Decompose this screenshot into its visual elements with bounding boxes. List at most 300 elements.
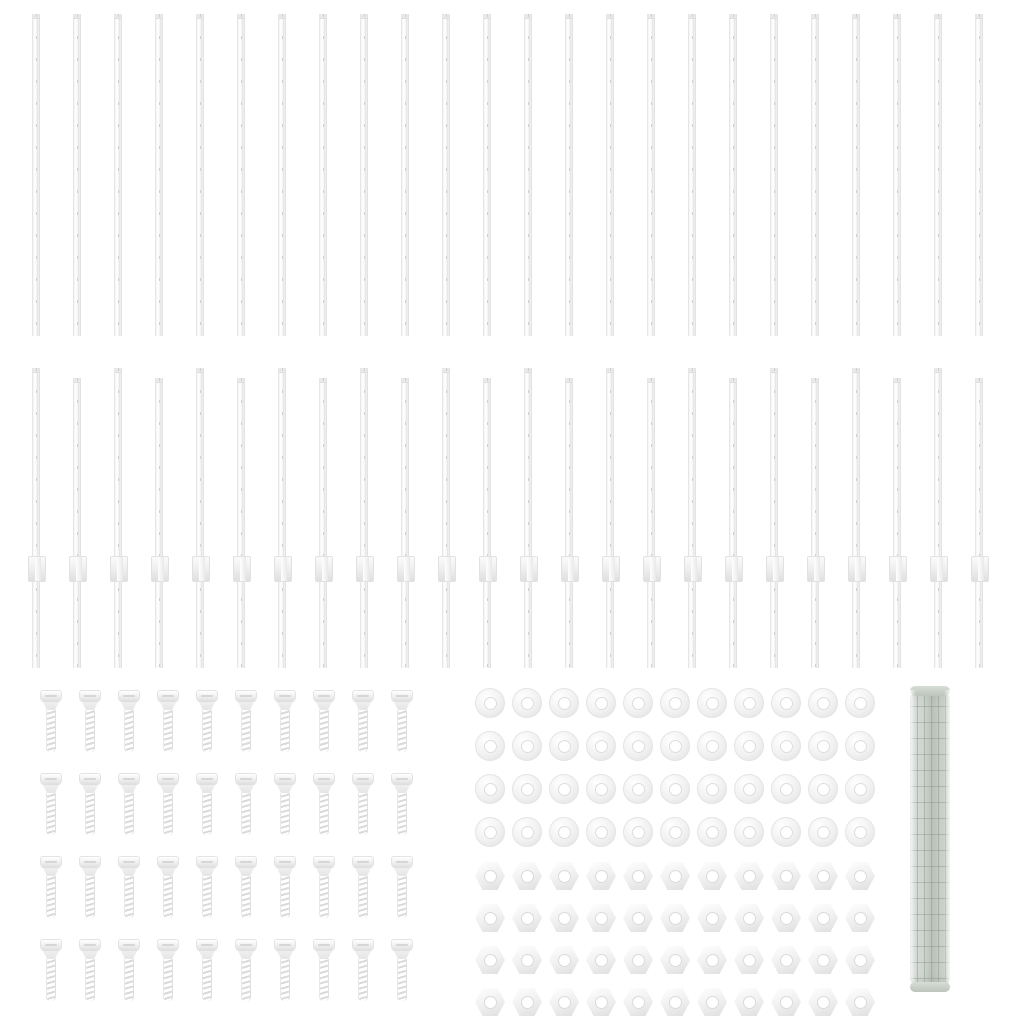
wire-clip xyxy=(930,556,948,582)
flat-washer xyxy=(586,688,616,718)
flat-washer xyxy=(808,817,838,847)
countersunk-screw xyxy=(40,690,62,752)
hex-nut xyxy=(697,904,727,932)
metal-fence-post-with-clip xyxy=(770,368,778,668)
screw-head xyxy=(79,856,101,869)
hex-nut xyxy=(586,904,616,932)
flat-washer xyxy=(549,817,579,847)
roll-bottom-edge xyxy=(910,982,950,992)
roll-highlight-left xyxy=(910,690,916,988)
screw-head xyxy=(79,939,101,952)
screw-thread xyxy=(124,710,134,752)
metal-fence-post-with-clip xyxy=(196,368,204,668)
metal-fence-post-plain xyxy=(401,14,409,336)
countersunk-screw xyxy=(313,856,335,918)
screw-thread xyxy=(358,876,368,918)
screw-thread xyxy=(202,876,212,918)
roll-highlight-right xyxy=(944,690,950,988)
post-perforations xyxy=(815,14,816,336)
wire-clip xyxy=(192,556,210,582)
screw-head xyxy=(196,856,218,869)
screw-head xyxy=(313,939,335,952)
metal-fence-post-with-clip xyxy=(647,378,655,668)
flat-washer xyxy=(808,774,838,804)
hex-nut xyxy=(660,946,690,974)
post-perforations xyxy=(528,368,529,668)
screw-head xyxy=(118,939,140,952)
screw-head xyxy=(40,856,62,869)
screw-thread xyxy=(85,710,95,752)
screw-head xyxy=(157,773,179,786)
washer-grid xyxy=(475,688,875,848)
metal-fence-post-with-clip xyxy=(934,368,942,668)
hex-nut xyxy=(771,904,801,932)
screw-thread xyxy=(358,710,368,752)
screw-grid xyxy=(40,690,460,1010)
post-perforations xyxy=(200,368,201,668)
wire-clip xyxy=(356,556,374,582)
screw-thread xyxy=(319,876,329,918)
metal-fence-post-plain xyxy=(893,14,901,336)
metal-fence-post-plain xyxy=(278,14,286,336)
post-perforations xyxy=(733,14,734,336)
screw-thread xyxy=(163,959,173,1001)
countersunk-screw xyxy=(391,773,413,835)
hex-nut xyxy=(549,988,579,1016)
screw-head xyxy=(391,939,413,952)
screw-head xyxy=(79,690,101,703)
countersunk-screw xyxy=(352,939,374,1001)
metal-fence-post-with-clip xyxy=(360,368,368,668)
post-perforations xyxy=(323,378,324,668)
flat-washer xyxy=(512,817,542,847)
metal-fence-post-with-clip xyxy=(401,378,409,668)
post-perforations xyxy=(692,14,693,336)
hex-nut xyxy=(771,988,801,1016)
flat-washer xyxy=(734,731,764,761)
screw-thread xyxy=(85,876,95,918)
screw-head xyxy=(391,856,413,869)
screw-thread xyxy=(397,710,407,752)
post-perforations xyxy=(118,368,119,668)
screw-head xyxy=(313,690,335,703)
metal-fence-post-plain xyxy=(442,14,450,336)
wire-clip xyxy=(274,556,292,582)
screw-thread xyxy=(163,876,173,918)
post-perforations xyxy=(569,378,570,668)
flat-washer xyxy=(660,731,690,761)
hex-nut xyxy=(549,946,579,974)
flat-washer xyxy=(549,688,579,718)
countersunk-screw xyxy=(157,773,179,835)
countersunk-screw xyxy=(79,773,101,835)
metal-fence-post-with-clip xyxy=(688,368,696,668)
screw-head xyxy=(40,690,62,703)
flat-washer xyxy=(475,774,505,804)
hex-nut xyxy=(586,862,616,890)
hex-nut xyxy=(660,862,690,890)
hex-nut xyxy=(623,988,653,1016)
flat-washer xyxy=(512,731,542,761)
post-perforations xyxy=(487,378,488,668)
flat-washer xyxy=(623,731,653,761)
post-perforations xyxy=(569,14,570,336)
metal-fence-post-plain xyxy=(852,14,860,336)
screw-thread xyxy=(358,793,368,835)
flat-washer xyxy=(660,774,690,804)
hex-nut xyxy=(697,988,727,1016)
screw-thread xyxy=(202,793,212,835)
hex-nut xyxy=(734,988,764,1016)
screw-thread xyxy=(124,959,134,1001)
countersunk-screw xyxy=(274,856,296,918)
post-perforations xyxy=(610,14,611,336)
post-row-plain xyxy=(0,0,1024,340)
post-perforations xyxy=(241,378,242,668)
post-perforations xyxy=(938,14,939,336)
screw-head xyxy=(157,690,179,703)
countersunk-screw xyxy=(235,690,257,752)
post-perforations xyxy=(36,14,37,336)
metal-fence-post-plain xyxy=(196,14,204,336)
post-perforations xyxy=(282,14,283,336)
screw-head xyxy=(235,773,257,786)
post-perforations xyxy=(446,14,447,336)
metal-fence-post-with-clip xyxy=(483,378,491,668)
post-perforations xyxy=(36,368,37,668)
post-perforations xyxy=(897,378,898,668)
hex-nut xyxy=(845,904,875,932)
metal-fence-post-plain xyxy=(647,14,655,336)
post-perforations xyxy=(405,378,406,668)
post-perforations xyxy=(979,378,980,668)
metal-fence-post-plain xyxy=(565,14,573,336)
screw-head xyxy=(274,856,296,869)
hex-nut xyxy=(475,988,505,1016)
screw-head xyxy=(196,939,218,952)
screw-head xyxy=(352,773,374,786)
post-perforations xyxy=(774,368,775,668)
wire-clip xyxy=(561,556,579,582)
screw-thread xyxy=(319,959,329,1001)
wire-clip xyxy=(397,556,415,582)
post-perforations xyxy=(692,368,693,668)
wire-clip xyxy=(848,556,866,582)
post-perforations xyxy=(897,14,898,336)
screw-thread xyxy=(46,959,56,1001)
hex-nut xyxy=(808,862,838,890)
wire-clip xyxy=(725,556,743,582)
screw-thread xyxy=(241,876,251,918)
flat-washer xyxy=(771,731,801,761)
hex-nut xyxy=(512,946,542,974)
post-perforations xyxy=(610,368,611,668)
metal-fence-post-plain xyxy=(729,14,737,336)
wire-clip xyxy=(684,556,702,582)
screw-thread xyxy=(163,793,173,835)
post-perforations xyxy=(200,14,201,336)
post-perforations xyxy=(159,378,160,668)
flat-washer xyxy=(475,688,505,718)
flat-washer xyxy=(697,731,727,761)
countersunk-screw xyxy=(157,690,179,752)
post-perforations xyxy=(118,14,119,336)
flat-washer xyxy=(549,774,579,804)
countersunk-screw xyxy=(352,856,374,918)
screw-head xyxy=(40,939,62,952)
screw-head xyxy=(118,690,140,703)
flat-washer xyxy=(512,688,542,718)
metal-fence-post-with-clip xyxy=(893,378,901,668)
metal-fence-post-with-clip xyxy=(729,378,737,668)
screw-head xyxy=(157,856,179,869)
metal-fence-post-with-clip xyxy=(852,368,860,668)
wire-clip xyxy=(520,556,538,582)
post-perforations xyxy=(77,378,78,668)
screw-head xyxy=(118,856,140,869)
hex-nut xyxy=(475,946,505,974)
metal-fence-post-plain xyxy=(32,14,40,336)
countersunk-screw xyxy=(157,939,179,1001)
countersunk-screw xyxy=(196,773,218,835)
flat-washer xyxy=(845,817,875,847)
metal-fence-post-with-clip xyxy=(442,368,450,668)
post-row-with-clips xyxy=(0,360,1024,670)
countersunk-screw xyxy=(79,690,101,752)
countersunk-screw xyxy=(274,939,296,1001)
screw-thread xyxy=(358,959,368,1001)
metal-fence-post-plain xyxy=(770,14,778,336)
post-perforations xyxy=(651,378,652,668)
metal-fence-post-plain xyxy=(524,14,532,336)
flat-washer xyxy=(734,774,764,804)
screw-head xyxy=(235,690,257,703)
countersunk-screw xyxy=(118,690,140,752)
hex-nut xyxy=(475,904,505,932)
screw-thread xyxy=(397,876,407,918)
wire-clip xyxy=(602,556,620,582)
countersunk-screw xyxy=(79,856,101,918)
hex-nut xyxy=(845,862,875,890)
screw-head xyxy=(235,939,257,952)
countersunk-screw xyxy=(40,856,62,918)
metal-fence-post-plain xyxy=(237,14,245,336)
flat-washer xyxy=(771,688,801,718)
flat-washer xyxy=(845,731,875,761)
countersunk-screw xyxy=(40,939,62,1001)
countersunk-screw xyxy=(118,939,140,1001)
wire-clip xyxy=(889,556,907,582)
screw-head xyxy=(352,856,374,869)
flat-washer xyxy=(845,688,875,718)
metal-fence-post-plain xyxy=(360,14,368,336)
screw-head xyxy=(274,690,296,703)
post-perforations xyxy=(487,14,488,336)
hex-nut xyxy=(660,904,690,932)
flat-washer xyxy=(586,774,616,804)
screw-thread xyxy=(46,710,56,752)
countersunk-screw xyxy=(391,690,413,752)
countersunk-screw xyxy=(313,773,335,835)
hex-nut xyxy=(623,904,653,932)
screw-thread xyxy=(397,959,407,1001)
metal-fence-post-with-clip xyxy=(524,368,532,668)
hex-nut xyxy=(808,904,838,932)
flat-washer xyxy=(660,817,690,847)
hex-nut xyxy=(512,904,542,932)
hex-nut xyxy=(734,862,764,890)
screw-thread xyxy=(85,959,95,1001)
post-perforations xyxy=(159,14,160,336)
screw-head xyxy=(235,856,257,869)
flat-washer xyxy=(771,817,801,847)
hex-nut xyxy=(586,946,616,974)
countersunk-screw xyxy=(352,690,374,752)
hex-nut xyxy=(845,988,875,1016)
flat-washer xyxy=(734,817,764,847)
wire-clip xyxy=(807,556,825,582)
screw-thread xyxy=(202,959,212,1001)
hex-nut xyxy=(586,988,616,1016)
countersunk-screw xyxy=(196,856,218,918)
metal-fence-post-with-clip xyxy=(975,378,983,668)
post-perforations xyxy=(979,14,980,336)
galvanised-wire-mesh-roll xyxy=(910,690,950,988)
flat-washer xyxy=(475,731,505,761)
countersunk-screw xyxy=(40,773,62,835)
countersunk-screw xyxy=(157,856,179,918)
screw-head xyxy=(79,773,101,786)
hex-nut xyxy=(512,988,542,1016)
post-perforations xyxy=(856,14,857,336)
metal-fence-post-with-clip xyxy=(565,378,573,668)
flat-washer xyxy=(549,731,579,761)
post-perforations xyxy=(446,368,447,668)
metal-fence-post-plain xyxy=(975,14,983,336)
screw-thread xyxy=(319,710,329,752)
post-perforations xyxy=(282,368,283,668)
post-perforations xyxy=(774,14,775,336)
wire-clip xyxy=(69,556,87,582)
metal-fence-post-with-clip xyxy=(32,368,40,668)
hex-nut xyxy=(512,862,542,890)
post-perforations xyxy=(733,378,734,668)
hex-nut xyxy=(623,946,653,974)
screw-thread xyxy=(280,710,290,752)
countersunk-screw xyxy=(118,773,140,835)
screw-thread xyxy=(202,710,212,752)
metal-fence-post-with-clip xyxy=(73,378,81,668)
screw-thread xyxy=(280,876,290,918)
screw-head xyxy=(313,773,335,786)
flat-washer xyxy=(697,774,727,804)
screw-head xyxy=(118,773,140,786)
hex-nut xyxy=(697,862,727,890)
countersunk-screw xyxy=(274,773,296,835)
countersunk-screw xyxy=(196,939,218,1001)
screw-thread xyxy=(241,710,251,752)
wire-clip xyxy=(233,556,251,582)
flat-washer xyxy=(475,817,505,847)
screw-thread xyxy=(241,959,251,1001)
post-perforations xyxy=(364,14,365,336)
hex-nut xyxy=(475,862,505,890)
flat-washer xyxy=(697,817,727,847)
flat-washer xyxy=(845,774,875,804)
countersunk-screw xyxy=(118,856,140,918)
flat-washer xyxy=(697,688,727,718)
wire-clip xyxy=(28,556,46,582)
countersunk-screw xyxy=(235,939,257,1001)
metal-fence-post-plain xyxy=(483,14,491,336)
hex-nut xyxy=(808,946,838,974)
post-perforations xyxy=(364,368,365,668)
metal-fence-post-with-clip xyxy=(155,378,163,668)
screw-thread xyxy=(397,793,407,835)
hex-nut xyxy=(549,904,579,932)
metal-fence-post-with-clip xyxy=(278,368,286,668)
nut-grid xyxy=(475,862,875,1022)
flat-washer xyxy=(586,817,616,847)
flat-washer xyxy=(623,817,653,847)
countersunk-screw xyxy=(391,856,413,918)
metal-fence-post-plain xyxy=(811,14,819,336)
countersunk-screw xyxy=(79,939,101,1001)
screw-head xyxy=(196,690,218,703)
screw-head xyxy=(352,939,374,952)
flat-washer xyxy=(808,688,838,718)
post-perforations xyxy=(651,14,652,336)
post-perforations xyxy=(405,14,406,336)
metal-fence-post-plain xyxy=(114,14,122,336)
metal-fence-post-with-clip xyxy=(237,378,245,668)
wire-clip xyxy=(315,556,333,582)
flat-washer xyxy=(808,731,838,761)
hex-nut xyxy=(771,946,801,974)
wire-clip xyxy=(151,556,169,582)
countersunk-screw xyxy=(313,690,335,752)
screw-thread xyxy=(241,793,251,835)
metal-fence-post-with-clip xyxy=(114,368,122,668)
countersunk-screw xyxy=(274,690,296,752)
metal-fence-post-plain xyxy=(606,14,614,336)
wire-clip xyxy=(438,556,456,582)
wire-clip xyxy=(110,556,128,582)
flat-washer xyxy=(771,774,801,804)
post-perforations xyxy=(241,14,242,336)
countersunk-screw xyxy=(235,773,257,835)
screw-head xyxy=(40,773,62,786)
hex-nut xyxy=(808,988,838,1016)
countersunk-screw xyxy=(235,856,257,918)
screw-thread xyxy=(85,793,95,835)
flat-washer xyxy=(586,731,616,761)
flat-washer xyxy=(623,688,653,718)
post-perforations xyxy=(938,368,939,668)
flat-washer xyxy=(734,688,764,718)
screw-thread xyxy=(124,793,134,835)
post-perforations xyxy=(528,14,529,336)
screw-head xyxy=(274,773,296,786)
screw-thread xyxy=(163,710,173,752)
hex-nut xyxy=(697,946,727,974)
metal-fence-post-plain xyxy=(73,14,81,336)
hex-nut xyxy=(623,862,653,890)
flat-washer xyxy=(623,774,653,804)
countersunk-screw xyxy=(196,690,218,752)
flat-washer xyxy=(660,688,690,718)
metal-fence-post-plain xyxy=(934,14,942,336)
